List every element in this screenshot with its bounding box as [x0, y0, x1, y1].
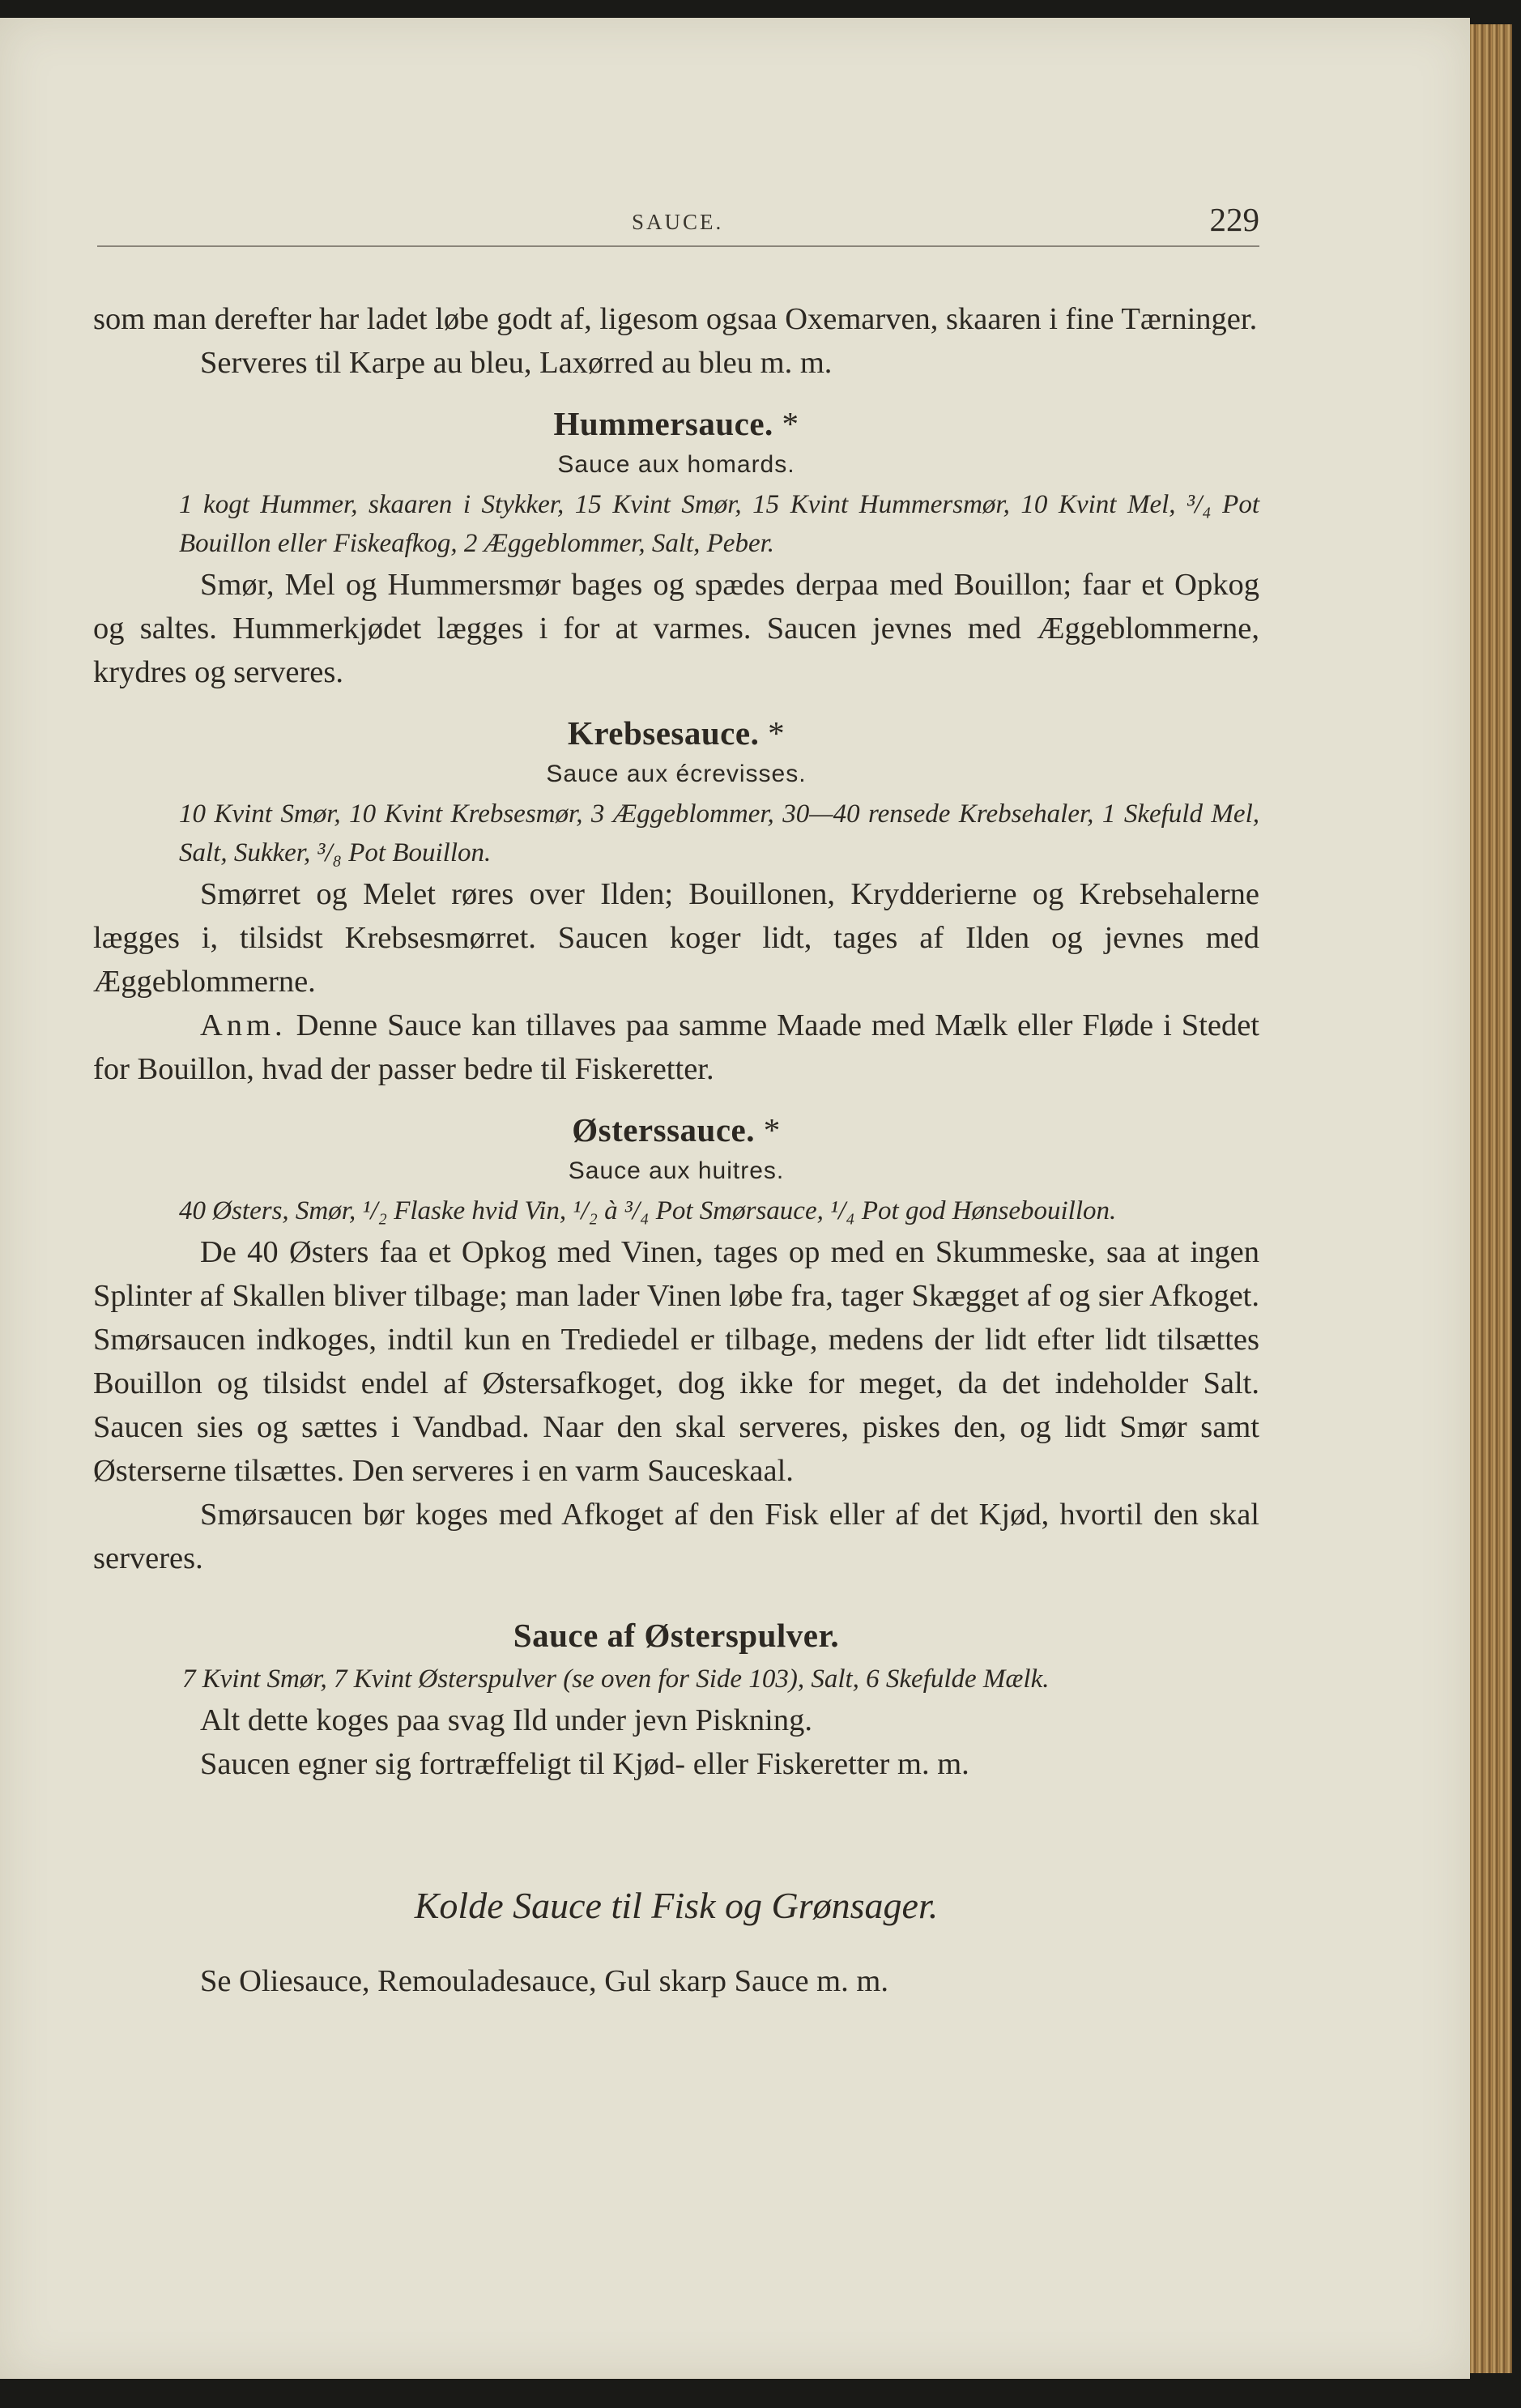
- recipe-osterssauce: [93, 1107, 1259, 1580]
- star-mark: *: [782, 405, 799, 442]
- recipe-title: Sauce af Østerspulver.: [513, 1617, 840, 1654]
- recipe-subtitle: Sauce aux écrevisses.: [546, 761, 807, 787]
- book-page: [0, 18, 1470, 2379]
- recipe-ingredients: 40 Østers, Smør, ¹/₂ Flaske hvid Vin, ¹/₂ à ³/₄ Pot Smørsauce, ¹/₄ Pot god Hønsebouillon.: [179, 1196, 1117, 1225]
- page-number: 229: [1209, 201, 1259, 238]
- recipe-instructions: Smør, Mel og Hummersmør bages og spædes derpaa med Bouillon; faar et Opkog og saltes. Hummerkjødet lægges i for at varmes. Saucen jevnes med Æggeblommerne, krydres og serveres.: [93, 568, 1259, 689]
- recipe-instructions: Alt dette koges paa svag Ild under jevn Piskning.: [200, 1703, 812, 1737]
- section-kolde-sauce: [93, 1883, 1259, 2003]
- recipe-ingredients: 10 Kvint Smør, 10 Kvint Krebsesmør, 3 Æggeblommer, 30—40 rensede Krebsehaler, 1 Skefuld Mel, Salt, Sukker, ³/₈ Pot Bouillon.: [179, 799, 1259, 867]
- recipe-title-text: Krebsesauce.: [567, 714, 760, 752]
- recipe-ostersspulver: [93, 1613, 1259, 1786]
- recipe-title: [93, 1107, 1259, 1153]
- section-text: Se Oliesauce, Remouladesauce, Gul skarp Sauce m. m.: [200, 1964, 888, 1998]
- recipe-title: [93, 401, 1259, 446]
- recipe-title: [93, 710, 1259, 756]
- star-mark: *: [768, 714, 786, 752]
- section-heading: Kolde Sauce til Fisk og Grønsager.: [414, 1885, 939, 1926]
- recipe-instructions: De 40 Østers faa et Opkog med Vinen, tages op med en Skummeske, saa at ingen Splinter af Skallen bliver tilbage; man lader Vinen løbe fra, tager Skægget af og sier Afkoget. Smørsaucen indkoges, indtil kun en Trediedel er tilbage, medens der lidt efter lidt tilsættes Bouillon og tilsidst endel af Østersafkoget, dog ikke for meget, da det indeholder Salt. Saucen sies og sættes i Vandbad. Naar den skal serveres, piskes den, og lidt Smør samt Østerserne tilsættes. Den serveres i en varm Sauceskaal.: [93, 1235, 1259, 1488]
- recipe-ingredients: 7 Kvint Smør, 7 Kvint Østerspulver (se oven for Side 103), Salt, 6 Skefulde Mælk.: [182, 1664, 1050, 1694]
- note-text: Denne Sauce kan tillaves paa samme Maade med Mælk eller Fløde i Stedet for Bouillon, hvad der passer bedre til Fiskeretter.: [93, 1008, 1259, 1086]
- recipe-title-text: Østerssauce.: [572, 1111, 755, 1149]
- intro-serving: Serveres til Karpe au bleu, Laxørred au bleu m. m.: [200, 346, 833, 380]
- intro-continued: som man derefter har ladet løbe godt af, ligesom ogsaa Oxemarven, skaaren i fine Tærninger.: [93, 302, 1258, 336]
- recipe-hummersauce: [93, 401, 1259, 694]
- page-header: [97, 200, 1259, 247]
- recipe-instructions: Smørret og Melet røres over Ilden; Bouillonen, Krydderierne og Krebsehalerne lægges i, tilsidst Krebsesmørret. Saucen koger lidt, tages af Ilden og jevnes med Æggeblommerne.: [93, 877, 1259, 999]
- recipe-subtitle: Sauce aux huitres.: [568, 1157, 785, 1184]
- page-content: [93, 297, 1259, 2003]
- recipe-krebsesauce: [93, 710, 1259, 1091]
- recipe-subtitle: Sauce aux homards.: [557, 451, 795, 478]
- star-mark: *: [763, 1111, 781, 1149]
- note-label: Anm.: [200, 1008, 287, 1042]
- recipe-instructions-2: Saucen egner sig fortræffeligt til Kjød- eller Fiskeretter m. m.: [200, 1747, 969, 1781]
- running-title: SAUCE.: [632, 210, 724, 234]
- book-page-edges: [1470, 24, 1512, 2373]
- recipe-instructions-2: Smørsaucen bør koges med Afkoget af den Fisk eller af det Kjød, hvortil den skal serveres.: [93, 1498, 1259, 1575]
- recipe-title-text: Hummersauce.: [553, 405, 773, 442]
- recipe-ingredients: 1 kogt Hummer, skaaren i Stykker, 15 Kvint Smør, 15 Kvint Hummersmør, 10 Kvint Mel, ³/₄ Pot Bouillon eller Fiskeafkog, 2 Æggeblommer, Salt, Peber.: [179, 490, 1259, 558]
- recipe-note: [93, 1004, 1259, 1091]
